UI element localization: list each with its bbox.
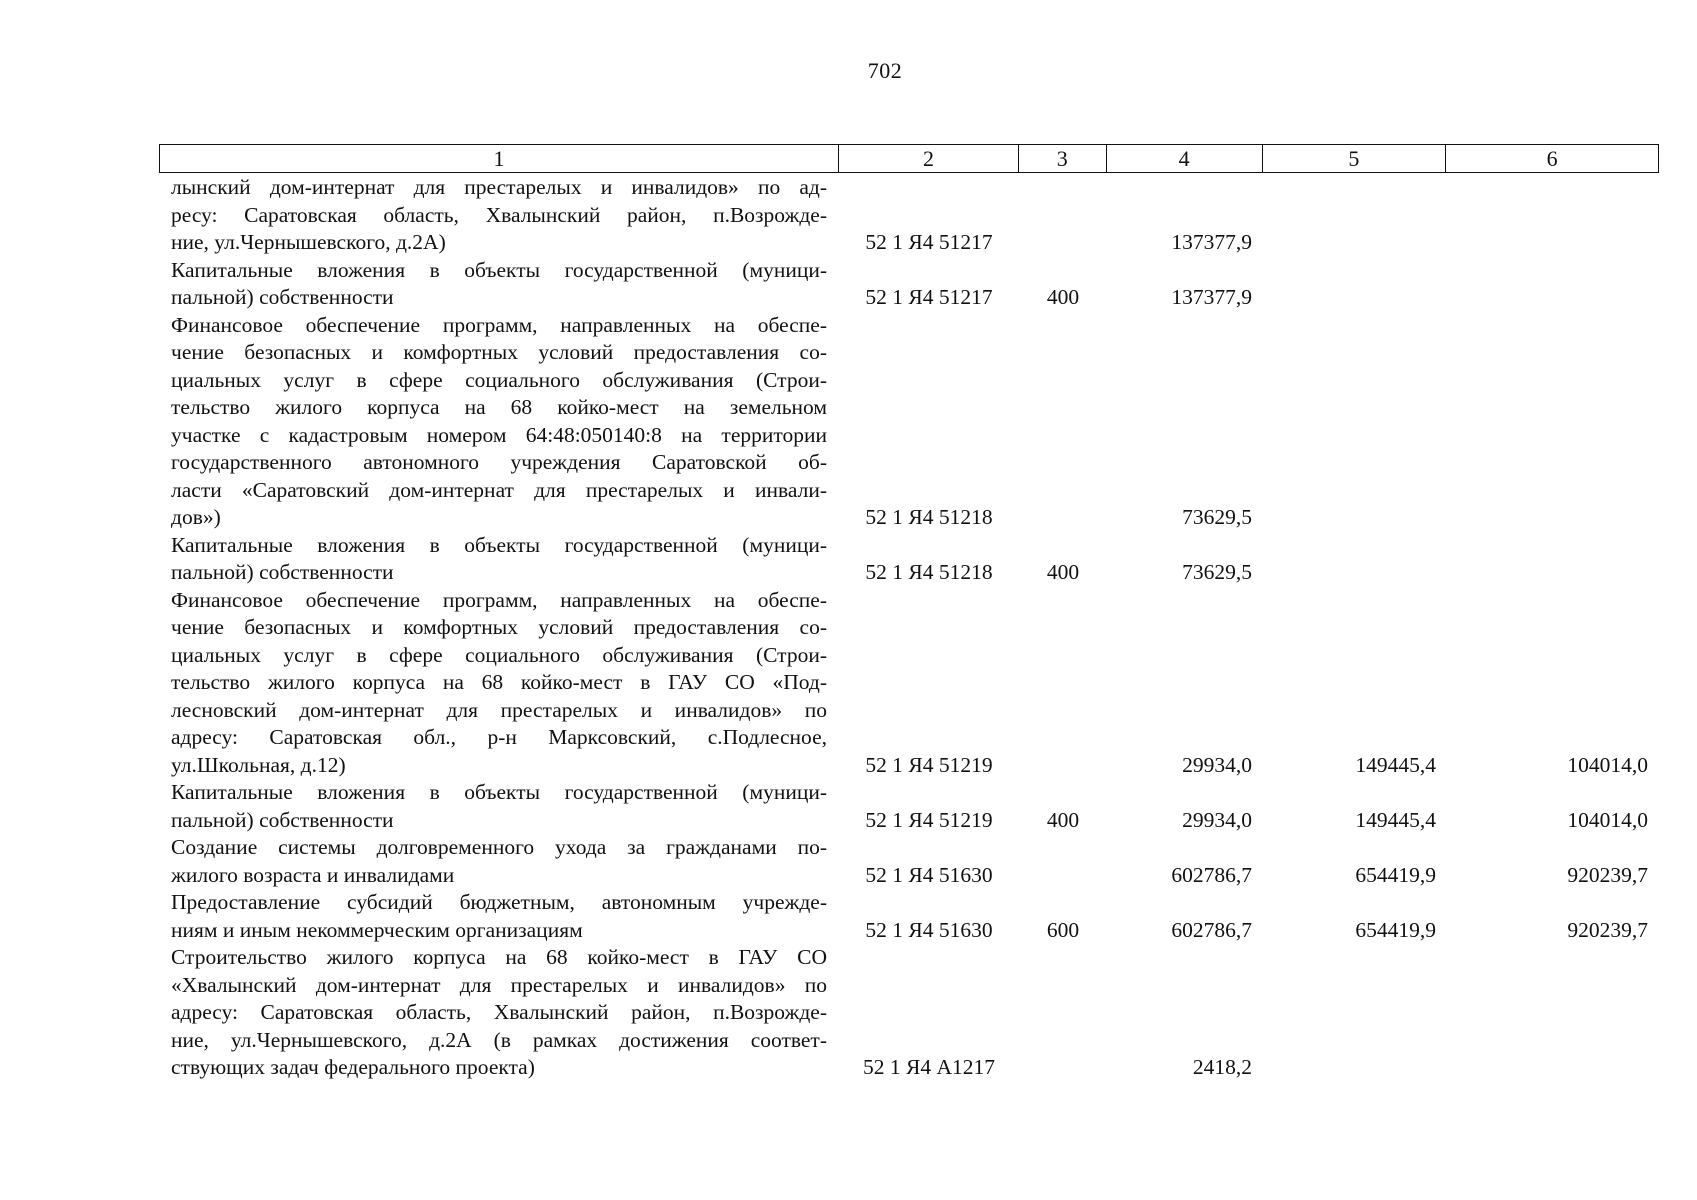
description-line: Предоставление субсидий бюджетным, автономным учрежде- [171,890,827,914]
row-description [159,944,839,1082]
row-amount-col4: 602786,7 [1171,862,1252,887]
description-line: тельство жилого корпуса на 68 койко-мест на земельном [171,395,827,419]
description-line: адресу: Саратовская область, Хвалынский район, п.Возрожде- [171,1000,827,1024]
description-line: пальной) собственности [171,285,394,309]
row-amount-col6 [1447,284,1659,312]
description-line: ние, ул.Чернышевского, д.2А (в рамках достижения соответ- [171,1027,827,1052]
description-line: ние, ул.Чернышевского, д.2А) [171,230,446,254]
row-amount-col4: 73629,5 [1182,560,1252,584]
column-header-2: 2 [839,145,1019,172]
table-row [159,944,1659,1082]
column-header-3: 3 [1019,145,1107,172]
description-line: ул.Школьная, д.12) [171,752,346,777]
table-header [159,144,1659,173]
row-amount-col5 [1263,1054,1447,1082]
column-header-4: 4 [1107,145,1263,172]
row-amount-col5 [1263,559,1447,587]
description-line: ласти «Саратовский дом-интернат для престарелых и инвали- [171,477,827,502]
row-expense-type [1019,1054,1107,1082]
row-amount-col6 [1447,504,1659,532]
row-amount-col4: 29934,0 [1182,752,1252,777]
table-row [159,779,1659,834]
description-line: пальной) собственности [171,560,394,584]
description-line: дов») [171,505,221,529]
row-amount-col4: 602786,7 [1171,917,1252,942]
table-row [159,834,1659,889]
row-description [159,257,839,312]
row-expense-type [1019,504,1107,532]
row-amount-col4: 29934,0 [1182,807,1252,832]
description-line: Капитальные вложения в объекты государственной (муници- [171,257,827,282]
description-line: чение безопасных и комфортных условий предоставления со- [171,615,827,639]
row-amount-col6 [1447,229,1659,257]
description-line: Финансовое обеспечение программ, направленных на обеспе- [171,312,827,337]
description-line: «Хвалынский дом-интернат для престарелых и инвалидов» по [171,972,827,997]
table-row [159,532,1659,587]
row-code: 52 1 Я4 51218 [865,505,993,529]
row-code: 52 1 Я4 51217 [865,285,993,309]
description-line: адресу: Саратовская обл., р-н Марксовский, с.Подлесное, [171,725,827,749]
description-line: чение безопасных и комфортных условий предоставления со- [171,340,827,364]
page-number: 702 [867,58,903,83]
table-row [159,889,1659,944]
description-line: ресу: Саратовская область, Хвалынский район, п.Возрожде- [171,202,827,227]
column-header-6: 6 [1546,145,1558,171]
description-line: тельство жилого корпуса на 68 койко-мест в ГАУ СО «Под- [171,670,827,694]
row-expense-type: 400 [1046,560,1080,584]
row-expense-type: 400 [1046,285,1080,309]
table-body [159,174,1659,1082]
row-description [159,174,839,257]
row-amount-col5: 654419,9 [1355,917,1436,942]
row-expense-type: 600 [1046,917,1080,942]
row-code: 52 1 Я4 А1217 [863,1055,995,1079]
description-line: государственного автономного учреждения Саратовской об- [171,450,827,474]
row-amount-col4: 2418,2 [1192,1055,1252,1079]
row-code: 52 1 Я4 51217 [865,230,993,254]
row-expense-type [1019,229,1107,257]
table-row [159,587,1659,780]
row-description [159,312,839,532]
description-line: лынский дом-интернат для престарелых и инвалидов» по ад- [171,175,827,199]
description-line: циальных услуг в сфере социального обслуживания (Строи- [171,642,827,667]
table-row [159,257,1659,312]
description-line: участке с кадастровым номером 64:48:050140:8 на территории [171,422,827,447]
description-line: Создание системы долговременного ухода за гражданами по- [171,835,827,859]
row-amount-col6 [1447,1054,1659,1082]
description-line: Финансовое обеспечение программ, направленных на обеспе- [171,587,827,612]
row-amount-col6: 104014,0 [1567,807,1648,832]
row-expense-type [1019,862,1107,890]
description-line: циальных услуг в сфере социального обслуживания (Строи- [171,367,827,392]
row-code: 52 1 Я4 51630 [865,917,993,942]
description-line: пальной) собственности [171,807,394,832]
column-header-5: 5 [1263,145,1447,172]
table-row [159,312,1659,532]
description-line: Капитальные вложения в объекты государственной (муници- [171,532,827,557]
description-line: жилого возраста и инвалидами [171,862,455,887]
row-description [159,587,839,780]
row-amount-col5: 149445,4 [1355,807,1436,832]
table-row [159,174,1659,257]
row-amount-col5 [1263,504,1447,532]
row-code: 52 1 Я4 51630 [865,862,993,887]
row-amount-col5: 654419,9 [1355,862,1436,887]
row-amount-col5 [1263,229,1447,257]
row-code: 52 1 Я4 51219 [865,752,993,777]
column-header-1: 1 [160,145,839,172]
row-amount-col4: 137377,9 [1171,230,1252,254]
row-amount-col5 [1263,284,1447,312]
row-expense-type: 400 [1046,807,1080,832]
description-line: ствующих задач федерального проекта) [171,1055,535,1079]
row-amount-col6: 104014,0 [1567,752,1648,777]
row-description [159,532,839,587]
description-line: Капитальные вложения в объекты государственной (муници- [171,780,827,804]
row-description [159,779,839,834]
row-description [159,889,839,944]
row-amount-col4: 137377,9 [1171,285,1252,309]
row-amount-col5: 149445,4 [1355,752,1436,777]
row-description [159,834,839,889]
description-line: Строительство жилого корпуса на 68 койко-мест в ГАУ СО [171,945,827,969]
row-amount-col6: 920239,7 [1567,862,1648,887]
row-code: 52 1 Я4 51219 [865,807,993,832]
row-expense-type [1019,752,1107,780]
row-amount-col6 [1447,559,1659,587]
row-code: 52 1 Я4 51218 [865,560,993,584]
description-line: ниям и иным некоммерческим организациям [171,917,583,942]
row-amount-col4: 73629,5 [1182,505,1252,529]
description-line: лесновский дом-интернат для престарелых и инвалидов» по [171,697,827,722]
row-amount-col6: 920239,7 [1567,917,1648,942]
